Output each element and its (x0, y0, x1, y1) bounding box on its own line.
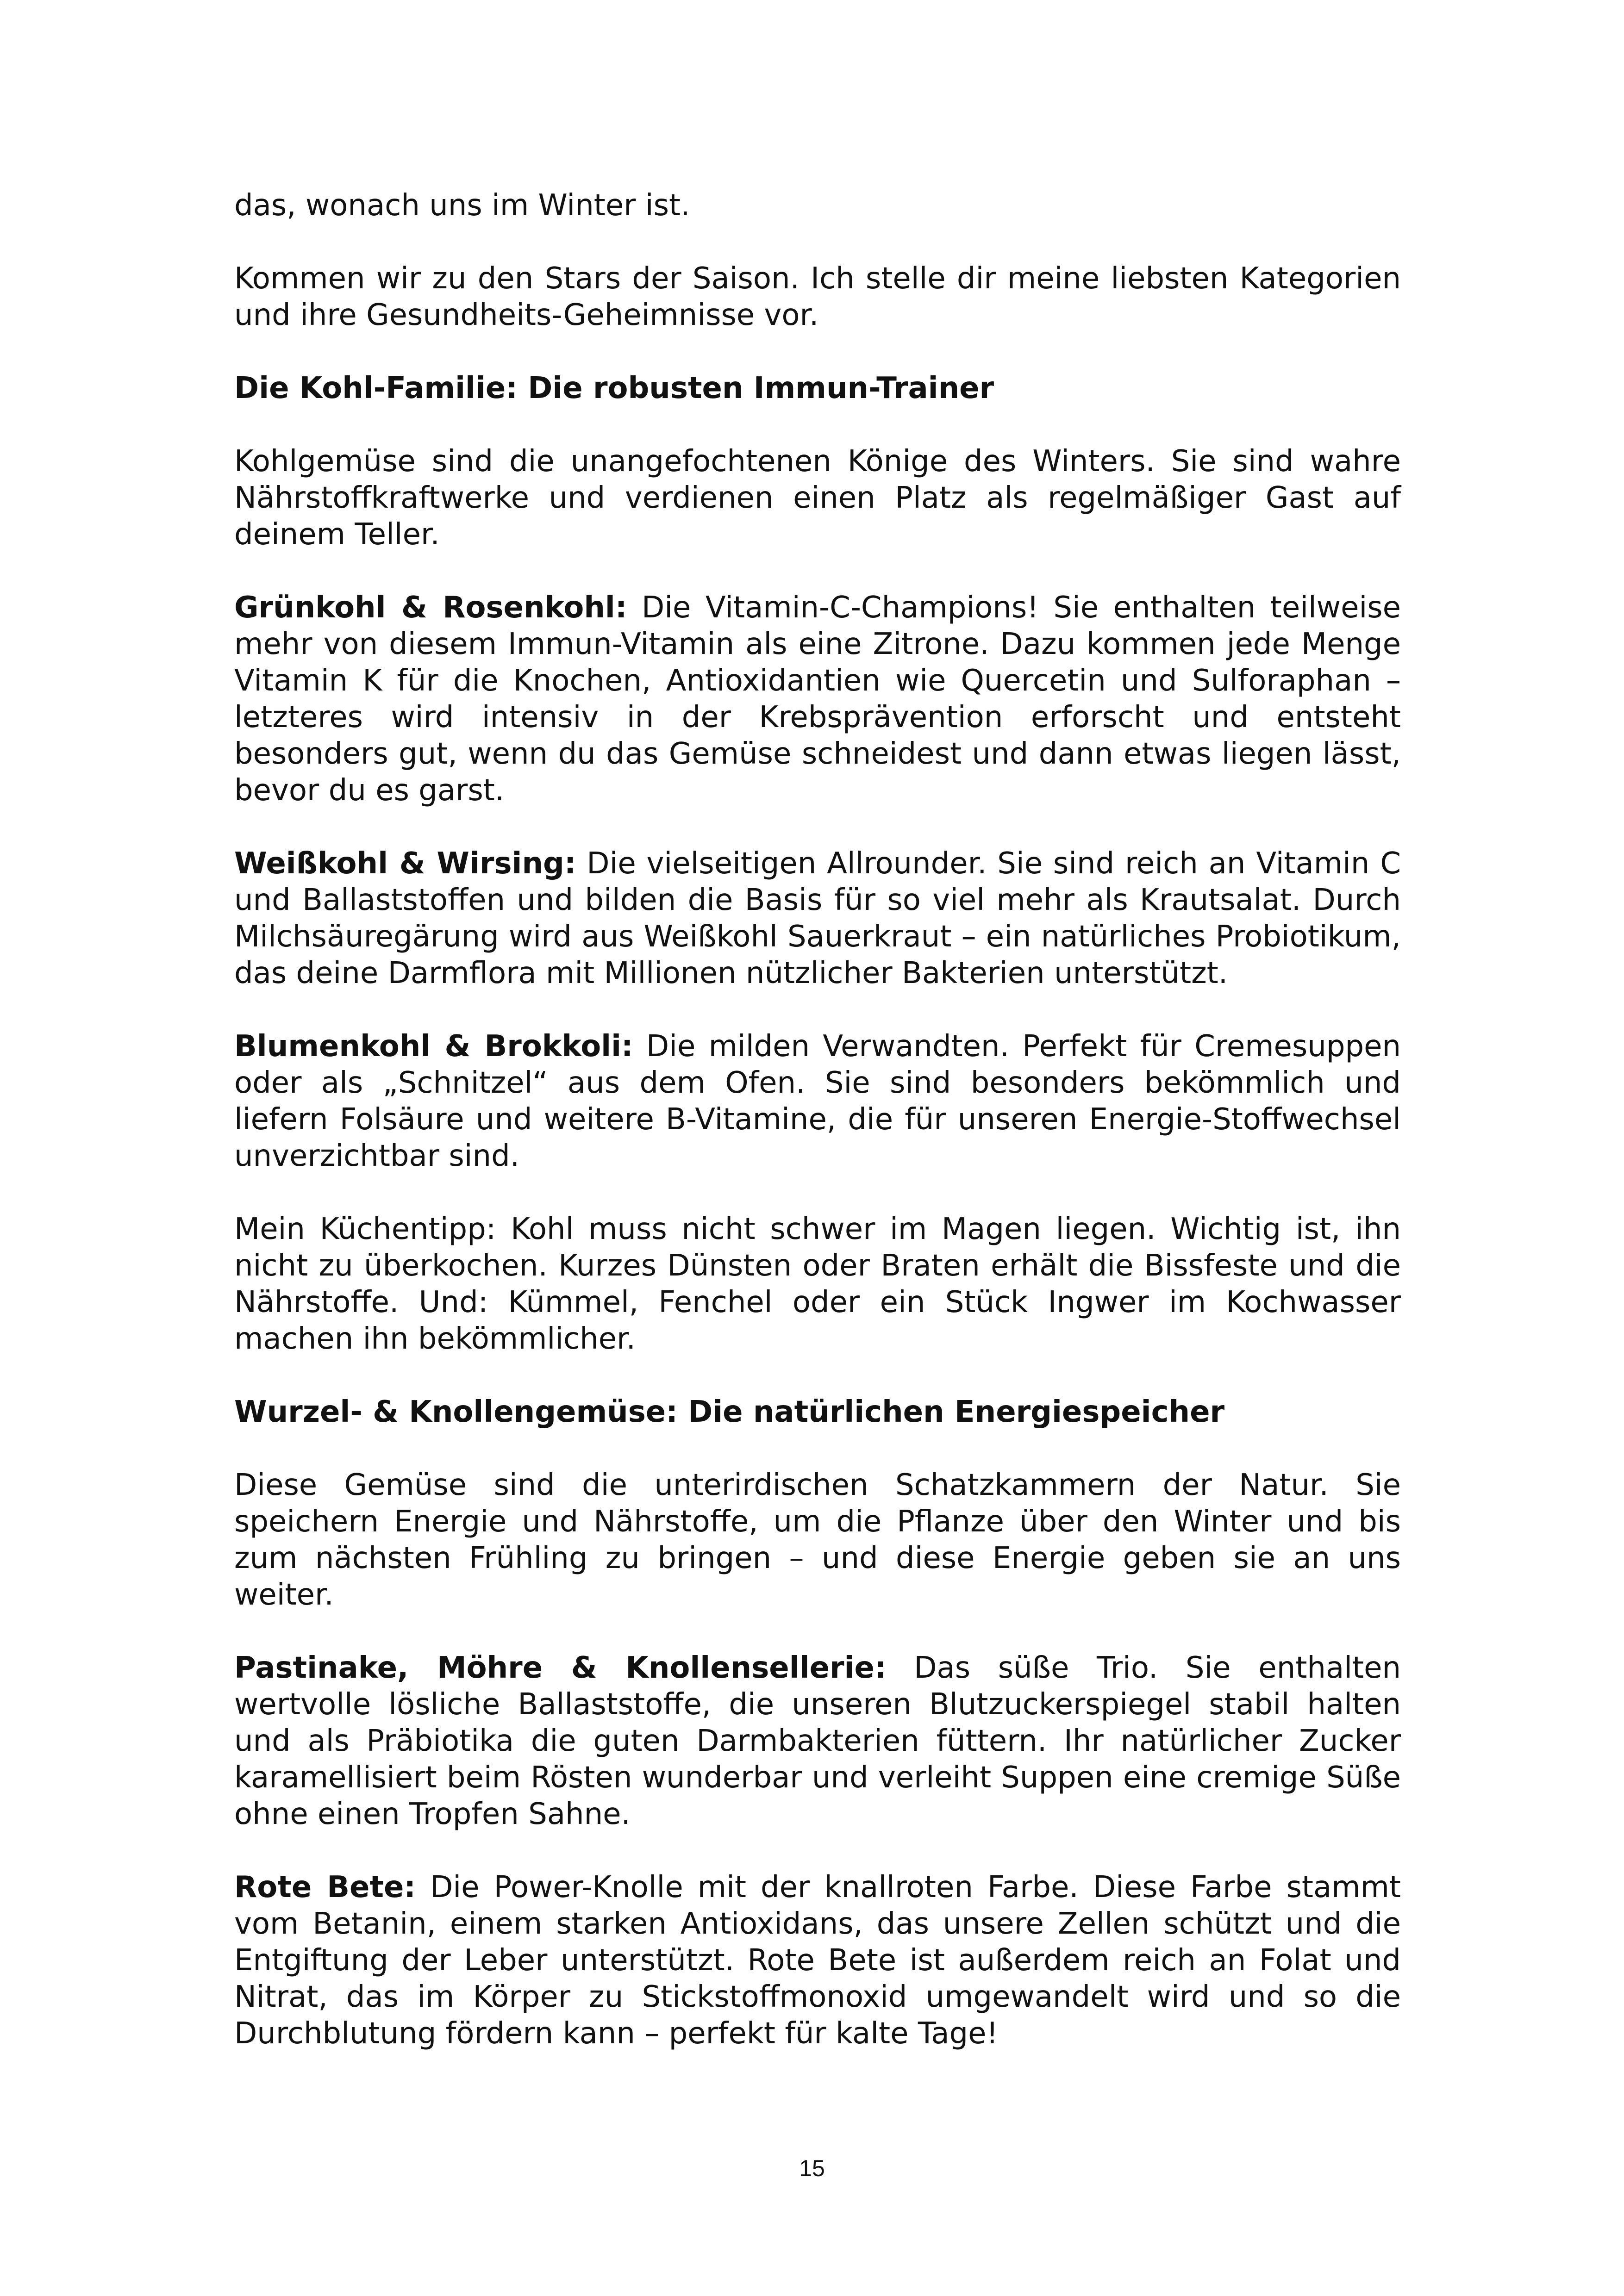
paragraph-wurzel-intro: Diese Gemüse sind die unterirdischen Schatzkammern der Natur. Sie speichern Energie und Nährstoffe, um die Pflanze über den Winter und bis zum nächsten Frühling zu bringen – und diese Energie geben sie an uns weiter. (234, 1468, 1401, 1612)
paragraph-rote-bete (234, 1869, 1401, 2052)
paragraph-body-weisskohl: Die vielseitigen Allrounder. Sie sind reich an Vitamin C und Ballaststoffen und bilden die Basis für so viel mehr als Krautsalat. Durch Milchsäuregärung wird aus Weißkohl Sauerkraut – ein natürliches Probiotikum, das deine Darmflora mit Millionen nützlicher Bakterien unterstützt. (234, 846, 1401, 990)
paragraph-blumenkohl (234, 1028, 1401, 1175)
page-number: 15 (799, 2155, 825, 2181)
paragraph-lead-weisskohl: Weißkohl & Wirsing: (234, 846, 576, 881)
paragraph-lead-blumenkohl: Blumenkohl & Brokkoli: (234, 1029, 633, 1064)
paragraph-pastinake (234, 1650, 1401, 1833)
section-heading-kohl-familie: Die Kohl-Familie: Die robusten Immun-Trainer (234, 371, 994, 405)
paragraph-intro-continuation: das, wonach uns im Winter ist. (234, 188, 690, 223)
paragraph-gruenkohl (234, 590, 1401, 809)
paragraph-kuechentipp: Mein Küchentipp: Kohl muss nicht schwer im Magen liegen. Wichtig ist, ihn nicht zu überkochen. Kurzes Dünsten oder Braten erhält die Bissfeste und die Nährstoffe. Und: Kümmel, Fenchel oder ein Stück Ingwer im Kochwasser machen ihn bekömmlicher. (234, 1212, 1401, 1356)
paragraph-body-rote-bete: Die Power-Knolle mit der knallroten Farbe. Diese Farbe stammt vom Betanin, einem starken Antioxidans, das unsere Zellen schützt und die Entgiftung der Leber unterstützt. Rote Bete ist außerdem reich an Folat und Nitrat, das im Körper zu Stickstoffmonoxid umgewandelt wird und so die Durchblutung fördern kann – perfekt für kalte Tage! (234, 1870, 1401, 2051)
paragraph-body-pastinake: Das süße Trio. Sie enthalten wertvolle lösliche Ballaststoffe, die unseren Blutzuckerspiegel stabil halten und als Präbiotika die guten Darmbakterien füttern. Ihr natürlicher Zucker karamellisiert beim Rösten wunderbar und verleiht Suppen eine cremige Süße ohne einen Tropfen Sahne. (234, 1651, 1401, 1831)
paragraph-lead-rote-bete: Rote Bete: (234, 1870, 416, 1904)
page-body (234, 187, 1401, 2089)
paragraph-stars-intro: Kommen wir zu den Stars der Saison. Ich stelle dir meine liebsten Kategorien und ihre Gesundheits-Geheimnisse vor. (234, 261, 1401, 332)
section-heading-wurzelgemuese: Wurzel- & Knollengemüse: Die natürlichen Energiespeicher (234, 1395, 1225, 1429)
paragraph-weisskohl (234, 846, 1401, 992)
paragraph-body-blumenkohl: Die milden Verwandten. Perfekt für Cremesuppen oder als „Schnitzel“ aus dem Ofen. Sie sind besonders bekömmlich und liefern Folsäure und weitere B-Vitamine, die für unseren Energie-Stoffwechsel unverzichtbar sind. (234, 1029, 1401, 1173)
paragraph-body-gruenkohl: Die Vitamin-C-Champions! Sie enthalten teilweise mehr von diesem Immun-Vitamin als eine Zitrone. Dazu kommen jede Menge Vitamin K für die Knochen, Antioxidantien wie Quercetin und Sulforaphan – letzteres wird intensiv in der Krebsprävention erforscht und entsteht besonders gut, wenn du das Gemüse schneidest und dann etwas liegen lässt, bevor du es garst. (234, 591, 1401, 808)
paragraph-lead-pastinake: Pastinake, Möhre & Knollensellerie: (234, 1651, 887, 1685)
paragraph-kohl-intro: Kohlgemüse sind die unangefochtenen Könige des Winters. Sie sind wahre Nährstoffkraftwerke und verdienen einen Platz als regelmäßiger Gast auf deinem Teller. (234, 444, 1401, 552)
paragraph-lead-gruenkohl: Grünkohl & Rosenkohl: (234, 591, 627, 625)
